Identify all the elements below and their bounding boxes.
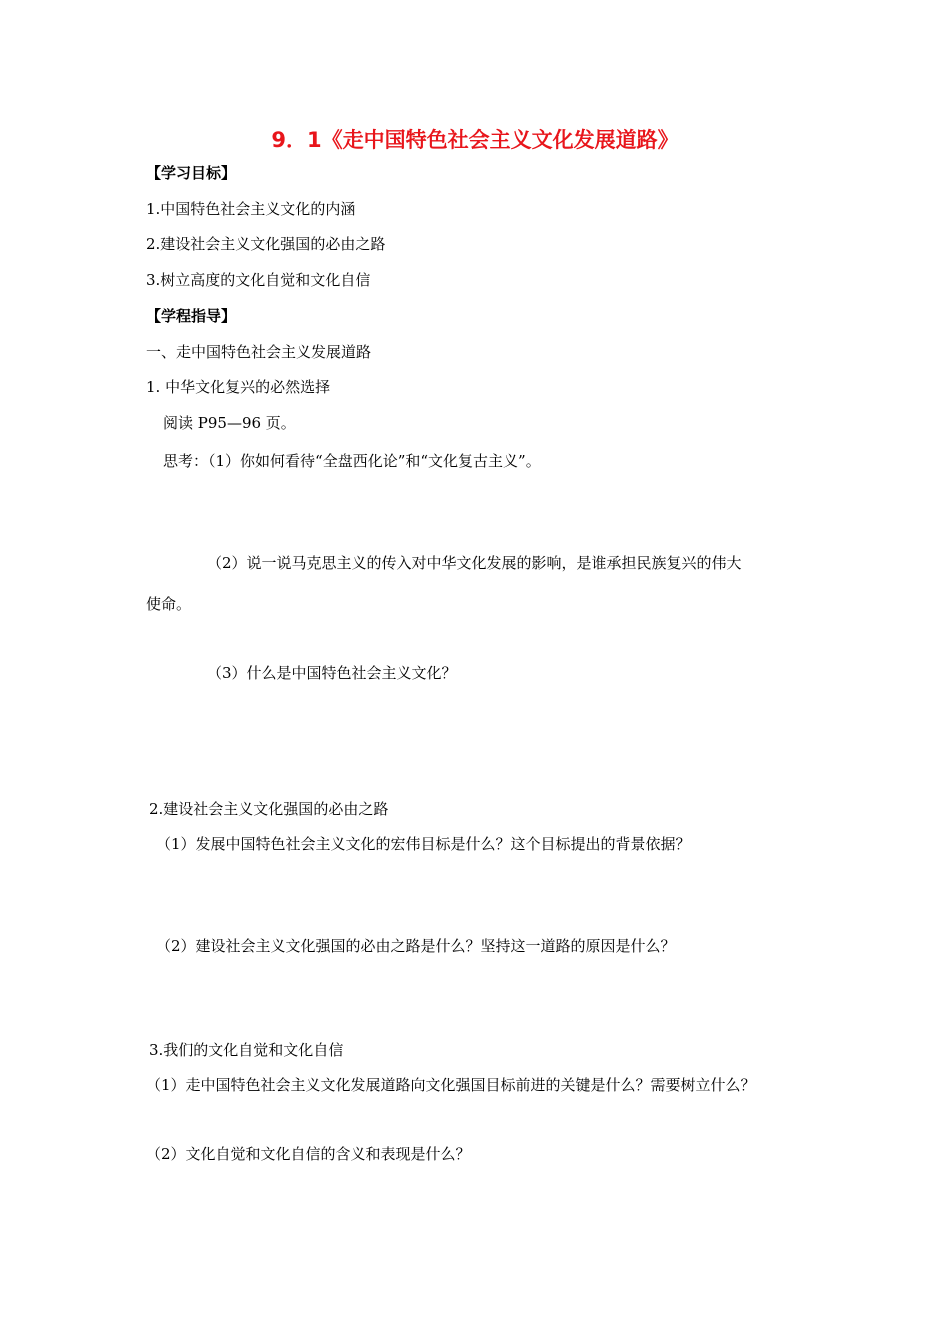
objective-item-3: 3.树立高度的文化自觉和文化自信 xyxy=(146,271,371,289)
objective-item-2: 2.建设社会主义文化强国的必由之路 xyxy=(146,235,386,253)
document-title: 9．1《走中国特色社会主义文化发展道路》 xyxy=(271,128,679,152)
subsection-2-question-2: （2）建设社会主义文化强国的必由之路是什么？坚持这一道路的原因是什么？ xyxy=(156,937,676,955)
subsection-3-question-1: （1）走中国特色社会主义文化发展道路向文化强国目标前进的关键是什么？需要树立什么？ xyxy=(146,1076,756,1094)
guide-heading: 【学程指导】 xyxy=(146,307,237,325)
think-question-1: 思考：（1）你如何看待“全盘西化论”和“文化复古主义”。 xyxy=(163,452,541,470)
think-question-2-line-1: （2）说一说马克思主义的传入对中华文化发展的影响，是谁承担民族复兴的伟大 xyxy=(207,554,742,572)
subsection-2-heading: 2.建设社会主义文化强国的必由之路 xyxy=(149,800,389,818)
reading-assignment: 阅读 P95—96 页。 xyxy=(163,414,296,432)
subsection-2-question-1: （1）发展中国特色社会主义文化的宏伟目标是什么？这个目标提出的背景依据？ xyxy=(156,835,691,853)
objective-item-1: 1.中国特色社会主义文化的内涵 xyxy=(146,200,356,218)
subsection-1-heading: 1. 中华文化复兴的必然选择 xyxy=(146,378,331,396)
section-1-heading: 一、走中国特色社会主义发展道路 xyxy=(146,343,372,361)
objectives-heading: 【学习目标】 xyxy=(146,164,237,182)
think-question-3: （3）什么是中国特色社会主义文化？ xyxy=(207,664,457,682)
subsection-3-question-2: （2）文化自觉和文化自信的含义和表现是什么？ xyxy=(146,1145,471,1163)
think-question-2-line-2: 使命。 xyxy=(146,595,192,613)
subsection-3-heading: 3.我们的文化自觉和文化自信 xyxy=(149,1041,344,1059)
